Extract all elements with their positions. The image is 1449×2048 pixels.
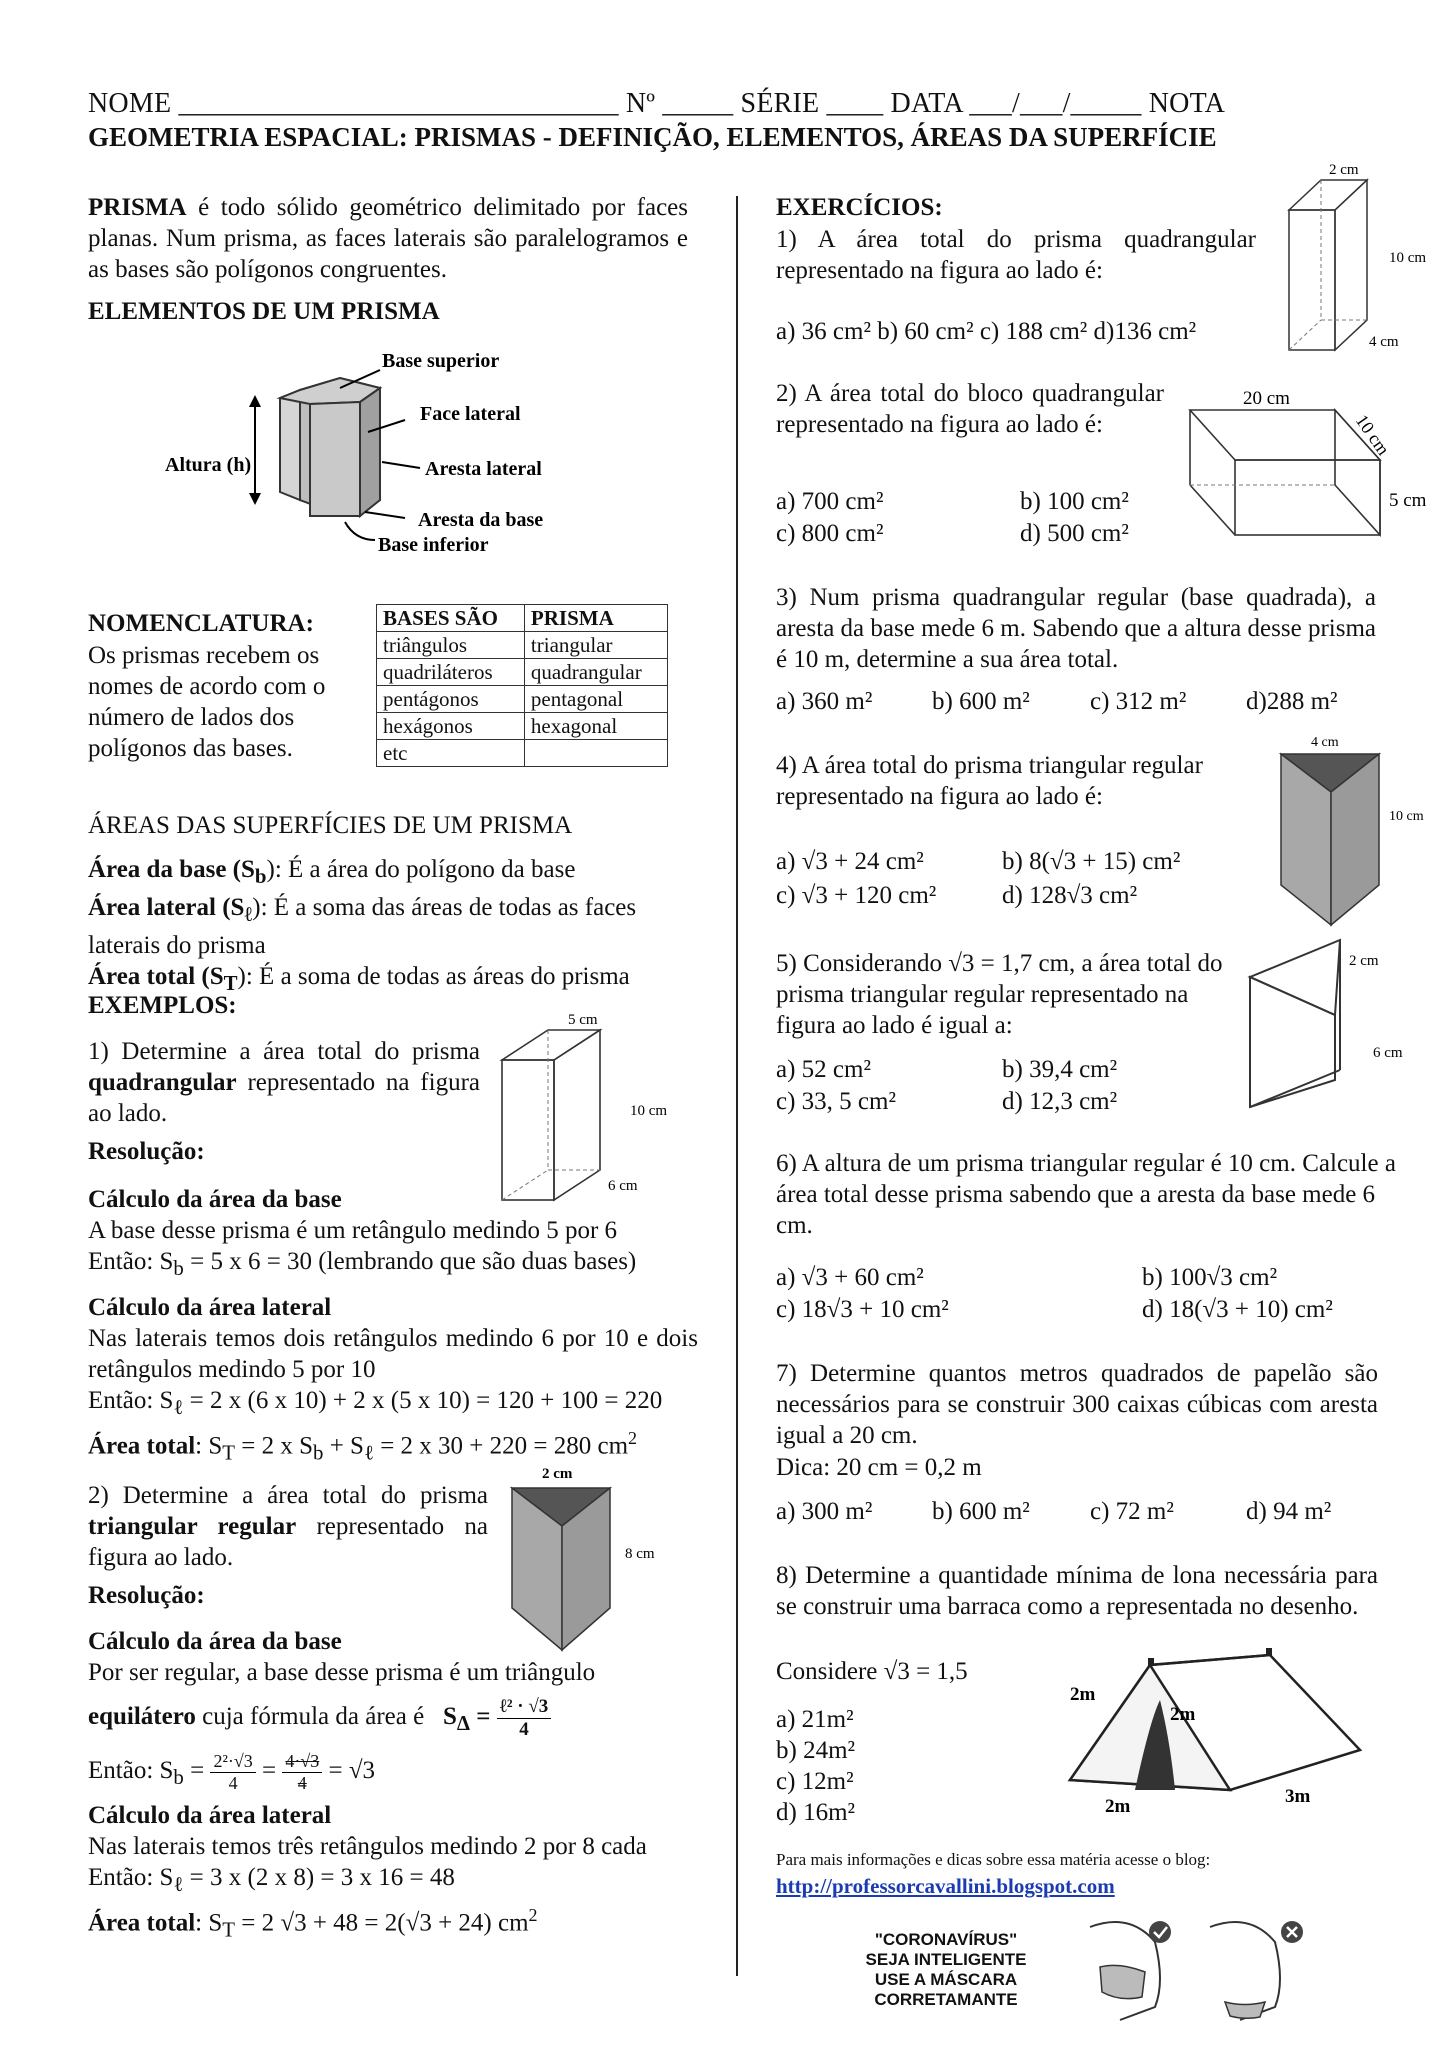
svg-text:10 cm: 10 cm: [1389, 250, 1427, 266]
q7-option-c: c) 72 m²: [1090, 1498, 1174, 1525]
svg-text:4 cm: 4 cm: [1369, 334, 1399, 350]
q3-option-c: c) 312 m²: [1090, 688, 1187, 715]
svg-text:2 cm: 2 cm: [1349, 953, 1379, 969]
svg-text:10 cm: 10 cm: [1389, 809, 1424, 824]
q4-option-b: b) 8(√3 + 15) cm²: [1002, 848, 1181, 875]
q5-figure: [1245, 935, 1445, 1120]
label-base-inferior: Base inferior: [378, 534, 489, 556]
svg-text:4 cm: 4 cm: [1311, 735, 1339, 750]
q7-text: 7) Determine quantos metros quadrados de papelão são necessários para se construir 300 caixas cúbicas com aresta igual a 20 cm.: [776, 1360, 1378, 1449]
q7-option-a: a) 300 m²: [776, 1498, 873, 1525]
q8-options: a) 21m² b) 24m² c) 12m² d) 16m²: [776, 1706, 856, 1826]
definition: PRISMA é todo sólido geométrico delimitado por faces planas. Num prisma, as faces laterais são paralelogramos e as bases são polígonos congruentes.: [88, 194, 688, 283]
q2-option-b: b) 100 cm²: [1020, 488, 1129, 515]
svg-text:8 cm: 8 cm: [625, 1546, 655, 1562]
q5-text: 5) Considerando √3 = 1,7 cm, a área total do prisma triangular regular representado na figura ao lado é igual a:: [776, 950, 1223, 1039]
label-aresta-base: Aresta da base: [418, 509, 544, 531]
area-definitions: Área da base $(S_b)$: É a área do polígono da base Área lateral $(S_\ell)$: É a soma das áreas de todas as faces laterais do prisma Área total $(S_T)$: É a soma de todas as áreas do prisma: [88, 856, 637, 995]
svg-text:6 cm: 6 cm: [1373, 1045, 1403, 1061]
q8-text: 8) Determine a quantidade mínima de lona necessária para se construir uma barraca como a representada no desenho.: [776, 1562, 1378, 1620]
q4-text: 4) A área total do prisma triangular regular representado na figura ao lado é:: [776, 752, 1203, 810]
q1-options: a) 36 cm² b) 60 cm² c) 188 cm² d)136 cm²: [776, 318, 1197, 345]
check-icon: [1149, 1921, 1171, 1943]
q3-option-b: b) 600 m²: [932, 688, 1030, 715]
elements-title: ELEMENTOS DE UM PRISMA: [88, 298, 440, 325]
example1-figure: [490, 1010, 690, 1205]
q2-option-d: d) 500 cm²: [1020, 520, 1129, 547]
svg-text:5 cm: 5 cm: [1389, 490, 1427, 511]
example1-solution: Cálculo da área da base A base desse prisma é um retângulo medindo 5 por 6 Então: $S_b = 5$ x 6 = 30 (lembrando que são duas bases) Cálculo da área lateral Nas laterais temos dois retângulos medindo 6 por 10 e dois retângulos medindo 5 por 10 Então: $S_\ell = 2$ x (6 x 10) + 2 x (5 x 10) = 120 + 100 = 220 Área total: $S_T = 2$ x $S_b + S_\ell = 2$ x 30 + 220 = 280 $cm^2$: [88, 1186, 698, 1465]
exercises-title: EXERCÍCIOS:: [776, 194, 943, 221]
blog-link[interactable]: http://professorcavallini.blogspot.com: [776, 1874, 1115, 1898]
prism-elements-figure: [150, 340, 570, 560]
q1-text: 1) A área total do prisma quadrangular representado na figura ao lado é:: [776, 226, 1256, 284]
q8-consider: Considere √3 = 1,5: [776, 1658, 968, 1685]
example2-resolution: Resolução:: [88, 1582, 205, 1609]
q2-option-c: c) 800 cm²: [776, 520, 884, 547]
blog-text: Para mais informações e dicas sobre essa matéria acesse o blog:: [776, 1850, 1211, 1869]
nomenclature-title: NOMENCLATURA:: [88, 610, 314, 637]
svg-text:2m: 2m: [1170, 1704, 1196, 1725]
q8-tent-figure: [1060, 1640, 1410, 1820]
q3-text: 3) Num prisma quadrangular regular (base quadrada), a aresta da base mede 6 m. Sabendo que a altura desse prisma é 10 m, determine a sua área total.: [776, 584, 1376, 673]
svg-text:6 cm: 6 cm: [608, 1178, 638, 1194]
q7-hint: Dica: 20 cm = 0,2 m: [776, 1454, 982, 1481]
svg-text:10 cm: 10 cm: [630, 1103, 668, 1119]
example1-resolution: Resolução:: [88, 1138, 205, 1165]
label-aresta-lateral: Aresta lateral: [425, 458, 542, 480]
examples-title: EXEMPLOS:: [88, 992, 237, 1019]
svg-text:5 cm: 5 cm: [568, 1012, 598, 1028]
svg-text:2m: 2m: [1070, 1684, 1096, 1705]
svg-text:2 cm: 2 cm: [542, 1466, 573, 1482]
nomenclature-text: Os prismas recebem os nomes de acordo com o número de lados dos polígonos das bases.: [88, 642, 326, 762]
areas-title: ÁREAS DAS SUPERFÍCIES DE UM PRISMA: [88, 812, 573, 839]
example2-solution: Cálculo da área da base Por ser regular, a base desse prisma é um triângulo equilátero cuja fórmula da área é $S_\Delta$ = ℓ² · √3 4 Então: $S_b$ = $\frac{\text{2²·√3}}{4}$ = $\frac{4\cdot√3}{4}$ = √3 Cálculo da área lateral Nas laterais temos três retângulos medindo 2 por 8 cada Então: $S_\ell = 3$ x (2 x 8) = 3 x 16 = 48 Área total: $S_T = 2$ √3 + 48 = 2(√3 + 24) $cm^2$: [88, 1628, 647, 1942]
label-face-lateral: Face lateral: [420, 403, 521, 425]
nomenclature-table: BASES SÃO PRISMA triângulos triangular quadriláteros quadrangular pentágonos pentagonal hexágonos hexagonal etc: [376, 604, 668, 767]
svg-text:20 cm: 20 cm: [1243, 388, 1290, 409]
svg-text:2m: 2m: [1105, 1796, 1131, 1817]
example1-question: 1) Determine a área total do prisma quadrangular representado na figura ao lado.: [88, 1038, 480, 1127]
q3-option-d: d)288 m²: [1246, 688, 1338, 715]
label-base-superior: Base superior: [382, 350, 500, 372]
q5-option-c: c) 33, 5 cm²: [776, 1088, 896, 1115]
column-divider: [736, 196, 738, 1976]
q7-option-d: d) 94 m²: [1246, 1498, 1332, 1525]
mask-illustration: [1060, 1912, 1320, 2022]
q4-option-a: a) √3 + 24 cm²: [776, 848, 924, 875]
q2-option-a: a) 700 cm²: [776, 488, 884, 515]
q2-figure: [1185, 380, 1445, 545]
q6-option-c: c) 18√3 + 10 cm²: [776, 1296, 949, 1323]
page-title: GEOMETRIA ESPACIAL: PRISMAS - DEFINIÇÃO, ELEMENTOS, ÁREAS DA SUPERFÍCIE: [88, 122, 1217, 152]
blog-link-wrap: [776, 1874, 1115, 1899]
q7-option-b: b) 600 m²: [932, 1498, 1030, 1525]
q4-figure: [1275, 730, 1445, 930]
q4-option-d: d) 128√3 cm²: [1002, 882, 1138, 909]
mask-notice: "CORONAVÍRUS" SEJA INTELIGENTE USE A MÁSCARA CORRETAMANTE: [865, 1930, 1027, 2009]
q5-option-b: b) 39,4 cm²: [1002, 1056, 1118, 1083]
svg-text:2 cm: 2 cm: [1329, 162, 1359, 178]
example2-question: 2) Determine a área total do prisma triangular regular representado na figura ao lado.: [88, 1482, 488, 1571]
q2-text: 2) A área total do bloco quadrangular representado na figura ao lado é:: [776, 380, 1164, 438]
q1-figure: [1285, 160, 1445, 355]
label-altura: Altura (h): [165, 454, 252, 476]
q5-option-a: a) 52 cm²: [776, 1056, 871, 1083]
q4-option-c: c) √3 + 120 cm²: [776, 882, 937, 909]
q3-option-a: a) 360 m²: [776, 688, 873, 715]
q6-option-b: b) 100√3 cm²: [1142, 1264, 1278, 1291]
q6-option-d: d) 18(√3 + 10) cm²: [1142, 1296, 1333, 1323]
svg-text:3m: 3m: [1285, 1786, 1311, 1807]
q6-option-a: a) √3 + 60 cm²: [776, 1264, 924, 1291]
header-line: NOME _______________________________ Nº _____ SÉRIE ____ DATA ___/___/_____ NOTA: [88, 88, 1226, 119]
q5-option-d: d) 12,3 cm²: [1002, 1088, 1118, 1115]
svg-text:10 cm: 10 cm: [1351, 410, 1394, 459]
q6-text: 6) A altura de um prisma triangular regular é 10 cm. Calcule a área total desse prisma sabendo que a aresta da base mede 6 cm.: [776, 1150, 1396, 1239]
